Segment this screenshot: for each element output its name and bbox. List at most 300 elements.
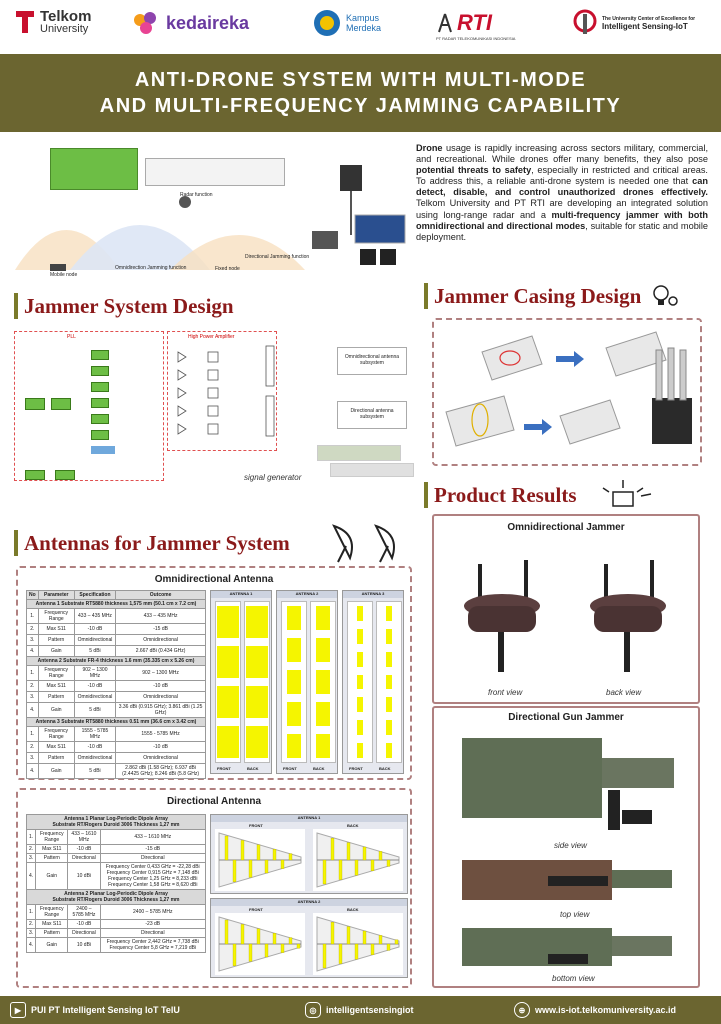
directional-subsystem-box: Directional antenna subsystem (337, 401, 407, 429)
antenna-pcb (244, 601, 270, 763)
intro-text-8: , suitable for static and mobile deployment. (416, 220, 709, 242)
antennas-heading (14, 530, 290, 556)
panel-title: ANTENNA 2 (277, 591, 337, 598)
signal-generator-board-1 (317, 445, 401, 461)
table-cell: 4. (27, 764, 39, 779)
antenna-patch (357, 697, 363, 712)
table-cell: Gain (36, 938, 68, 953)
dipole-element (323, 860, 326, 884)
rti-logo (436, 10, 515, 41)
dipole-element (379, 851, 382, 860)
label-directional-jamming: Directional Jamming function (245, 254, 310, 260)
antenna-patch (246, 726, 268, 758)
coe-emblem-icon (572, 8, 598, 38)
antenna-pcb (347, 601, 373, 763)
table-cell: 2400 – 5785 MHz (68, 905, 100, 920)
footer-bar (0, 996, 721, 1024)
table-cell: 10 dBi (68, 863, 100, 890)
heading-bar (424, 283, 428, 309)
table-cell: Frequency Range (36, 905, 68, 920)
tutwuri-emblem-icon (312, 8, 342, 38)
table-cell: -10 dB (74, 681, 115, 692)
table-row (27, 609, 206, 624)
satellite-dish-icons (328, 520, 408, 564)
table-cell: 3. (27, 635, 39, 646)
jammer-casing-heading (424, 283, 679, 309)
table-cell: Frequency Range (36, 830, 68, 845)
table-cell: Pattern (38, 692, 74, 703)
antenna-patch (386, 697, 392, 712)
group-title-2: Substrate RT/Rogers Duroid 3006 Thickness 1,27 mm (52, 897, 180, 903)
directional-antenna-box (16, 788, 412, 988)
table-group-title (27, 890, 206, 905)
footer-website[interactable] (514, 1002, 676, 1018)
table-cell: Pattern (36, 854, 68, 863)
lpda-render (215, 913, 305, 975)
table-cell: -15 dB (116, 624, 206, 635)
table-cell: -10 dB (68, 920, 100, 929)
label-mobile-node: Mobile node (50, 272, 78, 278)
intro-text-2: usage is rapidly increasing across sectors military, commercial, and recreational. While drones offer many benefits, they also pose (416, 143, 708, 165)
rti-sub: PT RADAR TELEKOMUNIKASI INDONESIA (436, 36, 516, 41)
table-cell: -23 dB (100, 920, 205, 929)
table-cell: 2. (27, 920, 36, 929)
table-cell: Frequency Center 2,442 GHz = 7,738 dBi Frequency Center 5,8 GHz = 7,219 dBi (100, 938, 205, 953)
instagram-icon: ◎ (305, 1002, 321, 1018)
dipole-element (265, 944, 268, 957)
telkom-name: Telkom (40, 8, 92, 25)
antenna-patch (357, 629, 363, 644)
table-header-row (27, 591, 206, 600)
table-cell: Directional (68, 929, 100, 938)
table-row (27, 635, 206, 646)
table-cell: -15 dB (100, 845, 205, 854)
table-row (27, 830, 206, 845)
table-row (27, 863, 206, 890)
footer-left-text: PUI PT Intelligent Sensing IoT TelU (31, 1005, 180, 1015)
table-cell: Omnidirectional (116, 635, 206, 646)
antenna-patch (357, 720, 363, 735)
table-cell: 5 dBi (74, 703, 115, 718)
group-title-1: Antenna 2 Planar Log-Periodic Dipole Array (64, 891, 168, 897)
intro-multifreq: multi-frequency jammer with both omnidirectional and directional modes (416, 209, 708, 231)
table-cell: -10 dB (74, 742, 115, 753)
dipole-element (297, 944, 300, 948)
table-cell: 5 dBi (74, 764, 115, 779)
table-row (27, 727, 206, 742)
dipole-element (347, 927, 350, 944)
front-label: FRONT (349, 766, 363, 771)
panel-title: ANTENNA 2 (211, 899, 407, 906)
table-cell: Omnidirectional (74, 635, 115, 646)
pll-source-1 (25, 398, 45, 410)
antenna-patch (217, 686, 239, 718)
intro-paragraph (416, 143, 708, 243)
table-header-cell: No (27, 591, 39, 600)
dipole-element (339, 860, 342, 880)
table-cell: 1. (27, 609, 39, 624)
antenna-patch (217, 646, 239, 678)
table-cell: -10 dB (68, 845, 100, 854)
back-label: BACK (347, 823, 359, 828)
dipole-element (233, 944, 236, 966)
antenna-patch (357, 652, 363, 667)
omni-jammer-back-image (580, 558, 680, 678)
dir-render-panel (210, 814, 408, 894)
pll-block (14, 331, 164, 481)
casing-render (434, 320, 700, 464)
table-cell: Max S11 (36, 845, 68, 854)
table-cell: Max S11 (36, 920, 68, 929)
table-cell: 2. (27, 742, 39, 753)
kampus-line1: Kampus (346, 13, 380, 23)
antenna-patch (217, 726, 239, 758)
dipole-element (331, 922, 334, 944)
table-cell: Omnidirectional (74, 692, 115, 703)
table-cell: Pattern (38, 753, 74, 764)
bulb-gear-icon (647, 283, 679, 309)
dipole-element (249, 944, 252, 961)
pll-vco-2 (91, 366, 109, 376)
table-cell: Directional (68, 854, 100, 863)
table-row (27, 920, 206, 929)
coe-logo (572, 8, 695, 38)
antenna-patch (357, 743, 363, 758)
dipole-element (281, 860, 284, 869)
heading-bar (14, 293, 18, 319)
table-cell: Frequency Range (38, 609, 74, 624)
omni-jammer-title: Omnidirectional Jammer (507, 522, 625, 533)
globe-icon: ⊕ (514, 1002, 530, 1018)
intro-text-6: Telkom University and PT RTI are developing an integrated solution using long-range radar and a (416, 198, 708, 220)
omni-antenna-box (16, 566, 412, 780)
label-fixed-node: Fixed node (215, 266, 240, 272)
pll-source-2 (51, 398, 71, 410)
dipole-element (281, 944, 284, 953)
table-cell: -10 dB (116, 681, 206, 692)
antenna-patch (246, 606, 268, 638)
youtube-icon: ▶ (10, 1002, 26, 1018)
dipole-element (331, 838, 334, 860)
antenna-patch (357, 606, 363, 621)
table-row (27, 929, 206, 938)
table-cell: 10 dBi (68, 938, 100, 953)
panel-title: ANTENNA 1 (211, 815, 407, 822)
table-row (27, 938, 206, 953)
table-row (27, 692, 206, 703)
table-cell: 433 – 1610 MHz (68, 830, 100, 845)
kedaireka-logo (132, 10, 249, 36)
table-cell: Gain (38, 703, 74, 718)
table-cell: 1. (27, 727, 39, 742)
table-cell: 2. (27, 681, 39, 692)
intro-threats: potential threats to safety (416, 165, 532, 176)
table-cell: 3.36 dBi (0.915 GHz); 3.861 dBi (1.25 GHz) (116, 703, 206, 718)
group-title-2: Substrate RT/Rogers Duroid 3006 Thickness 1,27 mm (52, 822, 180, 828)
panel-title: ANTENNA 1 (211, 591, 271, 598)
front-label: FRONT (283, 766, 297, 771)
table-cell: 1. (27, 666, 39, 681)
dipole-element (225, 836, 228, 860)
front-label: FRONT (249, 823, 263, 828)
dipole-element (371, 860, 374, 871)
dipole-element (225, 920, 228, 944)
front-label: FRONT (217, 766, 231, 771)
table-cell: 1. (27, 830, 36, 845)
top-view-caption: top view (560, 910, 590, 919)
table-group-title: Antenna 1 Substrate RT5880 thickness 1,575 mm (50.1 cm x 7.2 cm) (27, 600, 206, 609)
antenna-patch (287, 670, 301, 694)
casing-design-box (432, 318, 702, 466)
table-cell: Max S11 (38, 681, 74, 692)
antenna-patch (316, 606, 330, 630)
coe-line1: The University Center of Excellence for (602, 15, 696, 22)
table-row (27, 753, 206, 764)
kedaireka-text: kedaireka (166, 12, 250, 33)
footer-instagram[interactable] (305, 1002, 414, 1018)
system-overview-illustration (10, 140, 410, 280)
table-cell: Max S11 (38, 624, 74, 635)
dipole-element (347, 843, 350, 860)
label-radar-function: Radar function (180, 192, 213, 198)
lpda-render (215, 829, 305, 891)
dipole-element (289, 938, 292, 944)
telkom-emblem-icon (14, 9, 36, 35)
omni-subsystem-box: Omnidirectional antenna subsystem (337, 347, 407, 375)
table-cell: Gain (36, 863, 68, 890)
table-row (27, 681, 206, 692)
pll-vco-1 (91, 350, 109, 360)
gun-jammer-title: Directional Gun Jammer (508, 712, 624, 723)
footer-mid-text: intelligentsensingiot (326, 1005, 414, 1015)
dipole-element (273, 849, 276, 860)
antenna-pcb (281, 601, 307, 763)
pll-vco-3 (91, 382, 109, 392)
intro-text-4: , especially in restricted and critical areas. To address this, a reliable anti-drone system is needed one that (416, 165, 708, 187)
main-processor-block (91, 446, 115, 454)
dir-spec-table (26, 814, 206, 953)
rti-name: RTI (457, 10, 493, 35)
dipole-element (395, 940, 398, 944)
table-cell: 4. (27, 703, 39, 718)
dipole-element (257, 845, 260, 860)
intro-drone: Drone (416, 143, 443, 153)
radar-station-image (280, 145, 410, 275)
dipole-element (363, 847, 366, 860)
label-omni-jamming: Omnidirection Jamming function (115, 265, 187, 271)
coe-line2: Intelligent Sensing-IoT (602, 21, 688, 31)
table-cell: 902 – 1300 MHz (74, 666, 115, 681)
table-cell: Gain (38, 646, 74, 657)
signal-generator-board-2 (330, 463, 414, 477)
table-group-row (27, 718, 206, 727)
dipole-element (363, 931, 366, 944)
antenna-patch (316, 734, 330, 758)
table-group-row (27, 657, 206, 666)
front-view-caption: front view (488, 688, 523, 697)
antenna-pcb (310, 601, 336, 763)
intro-detect: can detect, disable, and control unauthorized drones effectively. (416, 176, 708, 198)
table-cell: Max S11 (38, 742, 74, 753)
dipole-element (387, 944, 390, 950)
block-diagram (12, 327, 418, 485)
dipole-element (241, 924, 244, 944)
table-cell: Frequency Range (38, 727, 74, 742)
table-row (27, 624, 206, 635)
lpda-render (313, 913, 403, 975)
gun-top-view-image (458, 856, 682, 906)
dipole-element (265, 860, 268, 873)
panel-title: ANTENNA 3 (343, 591, 403, 598)
table-cell: -10 dB (74, 624, 115, 635)
footer-youtube[interactable] (10, 1002, 180, 1018)
telkom-logo (14, 8, 91, 35)
antenna-patch (287, 734, 301, 758)
dir-antenna-renders (210, 814, 408, 980)
table-row (27, 742, 206, 753)
table-row (27, 854, 206, 863)
heading-text: Jammer Casing Design (434, 283, 642, 308)
lpda-render (313, 829, 403, 891)
antenna-patch (217, 606, 239, 638)
table-cell: 2.667 dBi (0.434 GHz) (116, 646, 206, 657)
pll-ref-1 (25, 470, 45, 480)
hpa-label: High Power Amplifier (188, 334, 235, 340)
dipole-element (257, 929, 260, 944)
table-cell: 1555 - 5785 MHz (116, 727, 206, 742)
omni-jammer-panel (432, 514, 700, 704)
box-reveal-icon (583, 480, 673, 510)
omni-antenna-title: Omnidirectional Antenna (154, 574, 274, 585)
table-group-row (27, 815, 206, 830)
table-cell: 2. (27, 845, 36, 854)
dipole-element (355, 944, 358, 959)
table-group-title: Antenna 3 Substrate RT5880 thickness 0.51 mm (36.6 cm x 3.42 cm) (27, 718, 206, 727)
dir-render-panel (210, 898, 408, 978)
table-cell: 3. (27, 854, 36, 863)
table-cell: 5 dBi (74, 646, 115, 657)
table-cell: -10 dB (116, 742, 206, 753)
dipole-element (241, 840, 244, 860)
omni-render-panel (210, 590, 272, 774)
antenna-patch (386, 652, 392, 667)
table-row (27, 764, 206, 779)
table-cell: Directional (100, 854, 205, 863)
antenna-patch (386, 720, 392, 735)
table-cell: 4. (27, 938, 36, 953)
dipole-element (249, 860, 252, 877)
dipole-element (387, 860, 390, 866)
table-cell: 3. (27, 692, 39, 703)
table-row (27, 666, 206, 681)
dipole-element (339, 944, 342, 964)
pll-ref-2 (55, 470, 75, 480)
kedaireka-emblem-icon (132, 10, 162, 36)
pll-vco-5 (91, 414, 109, 424)
pll-vco-4 (91, 398, 109, 408)
antenna-patch (287, 606, 301, 630)
table-cell: Frequency Range (38, 666, 74, 681)
table-cell: 2400 – 5785 MHz (100, 905, 205, 920)
table-cell: 433 – 435 MHz (116, 609, 206, 624)
table-header-cell: Parameter (38, 591, 74, 600)
antenna-patch (246, 686, 268, 718)
table-group-row (27, 600, 206, 609)
hpa-block (167, 331, 277, 451)
table-cell: 3. (27, 753, 39, 764)
signal-generator-caption: signal generator (244, 473, 302, 482)
omni-jammer-front-image (454, 558, 554, 678)
heading-bar (424, 482, 428, 508)
table-cell: 2. (27, 624, 39, 635)
antenna-patch (287, 638, 301, 662)
table-cell: 4. (27, 646, 39, 657)
dipole-element (371, 944, 374, 955)
dipole-element (289, 854, 292, 860)
table-row (27, 905, 206, 920)
table-cell: 433 – 435 MHz (74, 609, 115, 624)
antenna-patch (386, 606, 392, 621)
table-header-cell: Specification (74, 591, 115, 600)
table-cell: 1. (27, 905, 36, 920)
group-title-1: Antenna 1 Planar Log-Periodic Dipole Array (64, 816, 168, 822)
antenna-patch (386, 675, 392, 690)
logo-strip (0, 0, 721, 54)
antenna-pcb (376, 601, 402, 763)
antenna-patch (316, 670, 330, 694)
table-row (27, 646, 206, 657)
table-cell: 3. (27, 929, 36, 938)
jammer-system-design-heading (14, 293, 234, 319)
back-label: BACK (313, 766, 325, 771)
table-cell: Gain (38, 764, 74, 779)
antenna-patch (246, 646, 268, 678)
kampus-merdeka-logo (312, 8, 381, 38)
omni-antenna-renders (210, 590, 406, 774)
omni-render-panel (342, 590, 404, 774)
table-cell: 902 – 1300 MHz (116, 666, 206, 681)
antenna-patch (386, 629, 392, 644)
table-row (27, 703, 206, 718)
omni-spec-table (26, 590, 206, 779)
gun-side-view-image (458, 728, 682, 838)
table-group-title: Antenna 2 Substrate FR-4 thickness 1.6 mm (35.335 cm x 5.26 cm) (27, 657, 206, 666)
table-header-cell: Outcome (116, 591, 206, 600)
table-cell: 4. (27, 863, 36, 890)
dipole-element (233, 860, 236, 882)
back-view-caption: back view (606, 688, 642, 697)
table-cell: Omnidirectional (116, 692, 206, 703)
gun-bottom-view-image (458, 924, 682, 972)
table-cell: Omnidirectional (116, 753, 206, 764)
antenna-patch (287, 702, 301, 726)
title-banner (0, 54, 721, 132)
omni-render-panel (276, 590, 338, 774)
table-group-title (27, 815, 206, 830)
table-cell: 2.862 dBi (1.58 GHz); 6.937 dBi (2.4425 GHz); 8.246 dBi (5.8 GHz) (116, 764, 206, 779)
footer-right-text: www.is-iot.telkomuniversity.ac.id (535, 1005, 677, 1015)
back-label: BACK (347, 907, 359, 912)
kampus-line2: Merdeka (346, 23, 382, 33)
table-group-row (27, 890, 206, 905)
antenna-patch (386, 743, 392, 758)
antenna-patch (316, 638, 330, 662)
back-label: BACK (247, 766, 259, 771)
title-line2: AND MULTI-FREQUENCY JAMMING CAPABILITY (99, 95, 622, 117)
product-results-heading (424, 480, 673, 510)
table-cell: Frequency Center 0,433 GHz = -22,28 dBi Frequency Center 0,915 GHz = 7,148 dBi Frequency Center 1,25 GHz = 8,233 dBi Frequency Center 1,58 GHz = 8,620 dBi (100, 863, 205, 890)
table-cell: Pattern (38, 635, 74, 646)
